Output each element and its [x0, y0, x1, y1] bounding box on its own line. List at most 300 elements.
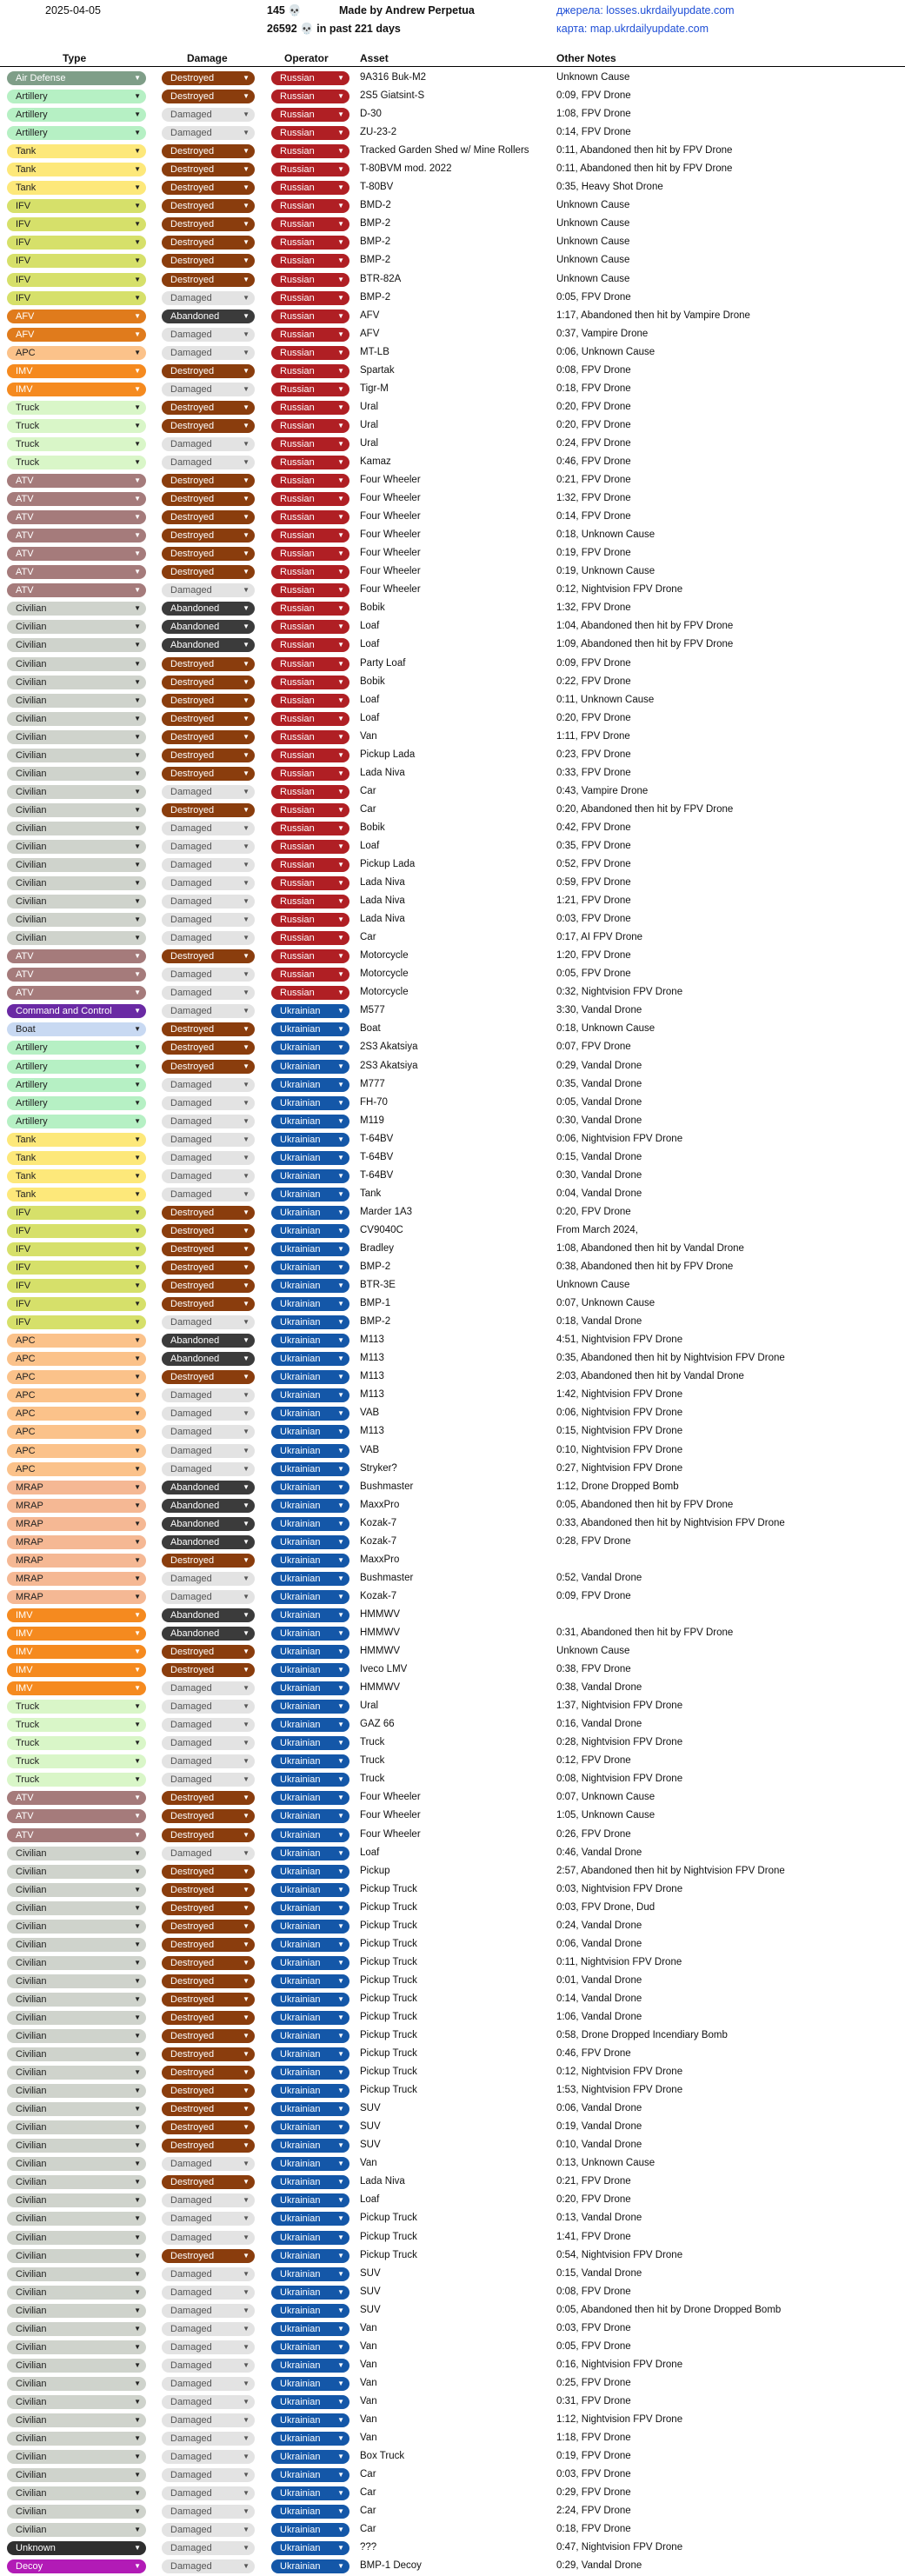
damage-select[interactable]: Destroyed ▼: [162, 1901, 255, 1915]
damage-select[interactable]: Destroyed ▼: [162, 2102, 255, 2116]
type-select[interactable]: MRAP ▼: [7, 1572, 146, 1586]
type-select[interactable]: Civilian ▼: [7, 620, 146, 634]
type-select[interactable]: Artillery ▼: [7, 1115, 146, 1128]
type-select[interactable]: ATV ▼: [7, 986, 146, 1000]
damage-select[interactable]: Abandoned ▼: [162, 1499, 255, 1513]
damage-select[interactable]: Destroyed ▼: [162, 510, 255, 524]
damage-select[interactable]: Destroyed ▼: [162, 767, 255, 781]
operator-select[interactable]: Ukrainian ▼: [271, 1883, 349, 1897]
damage-select[interactable]: Damaged ▼: [162, 1773, 255, 1787]
damage-select[interactable]: Destroyed ▼: [162, 1060, 255, 1074]
operator-select[interactable]: Russian ▼: [271, 144, 349, 158]
damage-select[interactable]: Destroyed ▼: [162, 1956, 255, 1970]
type-select[interactable]: Civilian ▼: [7, 2340, 146, 2354]
type-select[interactable]: IFV ▼: [7, 1206, 146, 1220]
type-select[interactable]: ATV ▼: [7, 565, 146, 579]
operator-select[interactable]: Ukrainian ▼: [271, 2249, 349, 2263]
operator-select[interactable]: Ukrainian ▼: [271, 2084, 349, 2098]
operator-select[interactable]: Ukrainian ▼: [271, 1974, 349, 1988]
operator-select[interactable]: Ukrainian ▼: [271, 1462, 349, 1476]
operator-select[interactable]: Ukrainian ▼: [271, 2486, 349, 2500]
operator-select[interactable]: Ukrainian ▼: [271, 1297, 349, 1311]
damage-select[interactable]: Damaged ▼: [162, 913, 255, 927]
damage-select[interactable]: Damaged ▼: [162, 1425, 255, 1439]
type-select[interactable]: Civilian ▼: [7, 2450, 146, 2464]
type-select[interactable]: Artillery ▼: [7, 1096, 146, 1110]
operator-select[interactable]: Ukrainian ▼: [271, 1115, 349, 1128]
operator-select[interactable]: Russian ▼: [271, 913, 349, 927]
type-select[interactable]: Civilian ▼: [7, 803, 146, 817]
damage-select[interactable]: Destroyed ▼: [162, 1206, 255, 1220]
damage-select[interactable]: Destroyed ▼: [162, 1224, 255, 1238]
type-select[interactable]: ATV ▼: [7, 529, 146, 542]
operator-select[interactable]: Ukrainian ▼: [271, 1901, 349, 1915]
damage-select[interactable]: Damaged ▼: [162, 1754, 255, 1768]
operator-select[interactable]: Russian ▼: [271, 419, 349, 433]
type-select[interactable]: Air Defense ▼: [7, 71, 146, 85]
type-select[interactable]: Truck ▼: [7, 1700, 146, 1714]
type-select[interactable]: Civilian ▼: [7, 676, 146, 689]
type-select[interactable]: Tank ▼: [7, 1151, 146, 1165]
operator-select[interactable]: Russian ▼: [271, 730, 349, 744]
damage-select[interactable]: Destroyed ▼: [162, 2175, 255, 2189]
damage-select[interactable]: Destroyed ▼: [162, 657, 255, 671]
type-select[interactable]: Truck ▼: [7, 1736, 146, 1750]
type-select[interactable]: Civilian ▼: [7, 767, 146, 781]
operator-select[interactable]: Russian ▼: [271, 767, 349, 781]
type-select[interactable]: Civilian ▼: [7, 2193, 146, 2207]
damage-select[interactable]: Destroyed ▼: [162, 547, 255, 561]
damage-select[interactable]: Damaged ▼: [162, 1462, 255, 1476]
operator-select[interactable]: Russian ▼: [271, 529, 349, 542]
type-select[interactable]: Civilian ▼: [7, 2029, 146, 2043]
damage-select[interactable]: Destroyed ▼: [162, 1663, 255, 1677]
damage-select[interactable]: Destroyed ▼: [162, 1261, 255, 1275]
operator-select[interactable]: Russian ▼: [271, 236, 349, 250]
type-select[interactable]: Artillery ▼: [7, 1078, 146, 1092]
type-select[interactable]: IFV ▼: [7, 254, 146, 268]
damage-select[interactable]: Damaged ▼: [162, 2377, 255, 2391]
type-select[interactable]: Civilian ▼: [7, 2212, 146, 2226]
operator-select[interactable]: Ukrainian ▼: [271, 2120, 349, 2134]
type-select[interactable]: IFV ▼: [7, 291, 146, 305]
damage-select[interactable]: Damaged ▼: [162, 785, 255, 799]
operator-select[interactable]: Ukrainian ▼: [271, 2505, 349, 2519]
damage-select[interactable]: Damaged ▼: [162, 456, 255, 469]
damage-select[interactable]: Destroyed ▼: [162, 1279, 255, 1293]
type-select[interactable]: Civilian ▼: [7, 2175, 146, 2189]
type-select[interactable]: Civilian ▼: [7, 2084, 146, 2098]
type-select[interactable]: Civilian ▼: [7, 2267, 146, 2281]
type-select[interactable]: Civilian ▼: [7, 840, 146, 854]
damage-select[interactable]: Destroyed ▼: [162, 1993, 255, 2007]
operator-select[interactable]: Ukrainian ▼: [271, 2157, 349, 2171]
type-select[interactable]: IMV ▼: [7, 1608, 146, 1622]
operator-select[interactable]: Russian ▼: [271, 474, 349, 488]
operator-select[interactable]: Russian ▼: [271, 364, 349, 378]
damage-select[interactable]: Destroyed ▼: [162, 217, 255, 231]
type-select[interactable]: Civilian ▼: [7, 822, 146, 835]
type-select[interactable]: APC ▼: [7, 1462, 146, 1476]
type-select[interactable]: Truck ▼: [7, 1754, 146, 1768]
type-select[interactable]: ATV ▼: [7, 583, 146, 597]
operator-select[interactable]: Ukrainian ▼: [271, 2559, 349, 2573]
operator-select[interactable]: Ukrainian ▼: [271, 2450, 349, 2464]
type-select[interactable]: Civilian ▼: [7, 895, 146, 909]
damage-select[interactable]: Destroyed ▼: [162, 2047, 255, 2061]
damage-select[interactable]: Destroyed ▼: [162, 144, 255, 158]
operator-select[interactable]: Ukrainian ▼: [271, 1590, 349, 1604]
operator-select[interactable]: Ukrainian ▼: [271, 1425, 349, 1439]
operator-select[interactable]: Russian ▼: [271, 638, 349, 652]
damage-select[interactable]: Abandoned ▼: [162, 620, 255, 634]
damage-select[interactable]: Damaged ▼: [162, 1004, 255, 1018]
operator-select[interactable]: Ukrainian ▼: [271, 1279, 349, 1293]
type-select[interactable]: IMV ▼: [7, 1681, 146, 1695]
damage-select[interactable]: Damaged ▼: [162, 2304, 255, 2318]
type-select[interactable]: IFV ▼: [7, 1315, 146, 1329]
damage-select[interactable]: Destroyed ▼: [162, 730, 255, 744]
operator-select[interactable]: Ukrainian ▼: [271, 1754, 349, 1768]
type-select[interactable]: ATV ▼: [7, 949, 146, 963]
type-select[interactable]: Civilian ▼: [7, 2395, 146, 2409]
operator-select[interactable]: Ukrainian ▼: [271, 2359, 349, 2373]
type-select[interactable]: Civilian ▼: [7, 2157, 146, 2171]
damage-select[interactable]: Damaged ▼: [162, 1078, 255, 1092]
damage-select[interactable]: Damaged ▼: [162, 328, 255, 342]
damage-select[interactable]: Damaged ▼: [162, 822, 255, 835]
operator-select[interactable]: Ukrainian ▼: [271, 2395, 349, 2409]
operator-select[interactable]: Russian ▼: [271, 108, 349, 122]
operator-select[interactable]: Russian ▼: [271, 749, 349, 762]
operator-select[interactable]: Ukrainian ▼: [271, 1535, 349, 1549]
type-select[interactable]: Civilian ▼: [7, 638, 146, 652]
operator-select[interactable]: Ukrainian ▼: [271, 2047, 349, 2061]
damage-select[interactable]: Abandoned ▼: [162, 602, 255, 616]
damage-select[interactable]: Destroyed ▼: [162, 2011, 255, 2025]
operator-select[interactable]: Ukrainian ▼: [271, 1993, 349, 2007]
operator-select[interactable]: Ukrainian ▼: [271, 2468, 349, 2482]
damage-select[interactable]: Destroyed ▼: [162, 1645, 255, 1659]
damage-select[interactable]: Destroyed ▼: [162, 1865, 255, 1879]
operator-select[interactable]: Ukrainian ▼: [271, 1370, 349, 1384]
type-select[interactable]: Civilian ▼: [7, 694, 146, 708]
operator-select[interactable]: Ukrainian ▼: [271, 1261, 349, 1275]
operator-select[interactable]: Ukrainian ▼: [271, 2322, 349, 2336]
operator-select[interactable]: Ukrainian ▼: [271, 1315, 349, 1329]
type-select[interactable]: Civilian ▼: [7, 2322, 146, 2336]
operator-select[interactable]: Ukrainian ▼: [271, 1773, 349, 1787]
damage-select[interactable]: Destroyed ▼: [162, 1041, 255, 1055]
type-select[interactable]: ATV ▼: [7, 1791, 146, 1805]
operator-select[interactable]: Russian ▼: [271, 346, 349, 360]
type-select[interactable]: AFV ▼: [7, 328, 146, 342]
operator-select[interactable]: Russian ▼: [271, 876, 349, 890]
damage-select[interactable]: Destroyed ▼: [162, 749, 255, 762]
operator-select[interactable]: Ukrainian ▼: [271, 2340, 349, 2354]
operator-select[interactable]: Russian ▼: [271, 949, 349, 963]
damage-select[interactable]: Destroyed ▼: [162, 1920, 255, 1934]
damage-select[interactable]: Destroyed ▼: [162, 419, 255, 433]
operator-select[interactable]: Ukrainian ▼: [271, 1847, 349, 1860]
operator-select[interactable]: Ukrainian ▼: [271, 1938, 349, 1952]
damage-select[interactable]: Destroyed ▼: [162, 163, 255, 176]
type-select[interactable]: IFV ▼: [7, 217, 146, 231]
damage-select[interactable]: Destroyed ▼: [162, 2084, 255, 2098]
operator-select[interactable]: Ukrainian ▼: [271, 2304, 349, 2318]
damage-select[interactable]: Destroyed ▼: [162, 2249, 255, 2263]
damage-select[interactable]: Damaged ▼: [162, 126, 255, 140]
damage-select[interactable]: Abandoned ▼: [162, 1517, 255, 1531]
damage-select[interactable]: Damaged ▼: [162, 876, 255, 890]
operator-select[interactable]: Ukrainian ▼: [271, 1096, 349, 1110]
operator-select[interactable]: Russian ▼: [271, 565, 349, 579]
operator-select[interactable]: Russian ▼: [271, 90, 349, 103]
type-select[interactable]: Artillery ▼: [7, 108, 146, 122]
operator-select[interactable]: Russian ▼: [271, 676, 349, 689]
operator-select[interactable]: Russian ▼: [271, 71, 349, 85]
operator-select[interactable]: Russian ▼: [271, 694, 349, 708]
type-select[interactable]: ATV ▼: [7, 1809, 146, 1823]
operator-select[interactable]: Ukrainian ▼: [271, 1828, 349, 1842]
damage-select[interactable]: Damaged ▼: [162, 2486, 255, 2500]
type-select[interactable]: MRAP ▼: [7, 1499, 146, 1513]
damage-select[interactable]: Destroyed ▼: [162, 1370, 255, 1384]
type-select[interactable]: Tank ▼: [7, 163, 146, 176]
type-select[interactable]: Civilian ▼: [7, 2359, 146, 2373]
type-select[interactable]: APC ▼: [7, 1407, 146, 1421]
operator-select[interactable]: Ukrainian ▼: [271, 1242, 349, 1256]
damage-select[interactable]: Damaged ▼: [162, 1133, 255, 1147]
type-select[interactable]: Civilian ▼: [7, 2139, 146, 2153]
type-select[interactable]: Civilian ▼: [7, 931, 146, 945]
operator-select[interactable]: Ukrainian ▼: [271, 2066, 349, 2080]
operator-select[interactable]: Russian ▼: [271, 310, 349, 323]
operator-select[interactable]: Russian ▼: [271, 620, 349, 634]
type-select[interactable]: Civilian ▼: [7, 2468, 146, 2482]
operator-select[interactable]: Russian ▼: [271, 199, 349, 213]
damage-select[interactable]: Destroyed ▼: [162, 254, 255, 268]
damage-select[interactable]: Damaged ▼: [162, 2212, 255, 2226]
damage-select[interactable]: Damaged ▼: [162, 2541, 255, 2555]
operator-select[interactable]: Russian ▼: [271, 291, 349, 305]
operator-select[interactable]: Russian ▼: [271, 126, 349, 140]
operator-select[interactable]: Ukrainian ▼: [271, 2029, 349, 2043]
operator-select[interactable]: Ukrainian ▼: [271, 1956, 349, 1970]
type-select[interactable]: Civilian ▼: [7, 785, 146, 799]
damage-select[interactable]: Abandoned ▼: [162, 638, 255, 652]
damage-select[interactable]: Abandoned ▼: [162, 1481, 255, 1494]
damage-select[interactable]: Damaged ▼: [162, 1847, 255, 1860]
damage-select[interactable]: Destroyed ▼: [162, 273, 255, 287]
type-select[interactable]: IFV ▼: [7, 1261, 146, 1275]
damage-select[interactable]: Damaged ▼: [162, 2559, 255, 2573]
operator-select[interactable]: Ukrainian ▼: [271, 2286, 349, 2300]
type-select[interactable]: Civilian ▼: [7, 2523, 146, 2537]
type-select[interactable]: Civilian ▼: [7, 2102, 146, 2116]
damage-select[interactable]: Destroyed ▼: [162, 492, 255, 506]
operator-select[interactable]: Ukrainian ▼: [271, 1133, 349, 1147]
type-select[interactable]: Truck ▼: [7, 1718, 146, 1732]
damage-select[interactable]: Destroyed ▼: [162, 2120, 255, 2134]
type-select[interactable]: ATV ▼: [7, 547, 146, 561]
damage-select[interactable]: Destroyed ▼: [162, 565, 255, 579]
damage-select[interactable]: Destroyed ▼: [162, 181, 255, 195]
operator-select[interactable]: Ukrainian ▼: [271, 1920, 349, 1934]
operator-select[interactable]: Russian ▼: [271, 547, 349, 561]
operator-select[interactable]: Ukrainian ▼: [271, 1700, 349, 1714]
operator-select[interactable]: Ukrainian ▼: [271, 1627, 349, 1641]
operator-select[interactable]: Ukrainian ▼: [271, 1809, 349, 1823]
type-select[interactable]: Civilian ▼: [7, 1993, 146, 2007]
type-select[interactable]: Civilian ▼: [7, 1883, 146, 1897]
operator-select[interactable]: Russian ▼: [271, 968, 349, 982]
damage-select[interactable]: Destroyed ▼: [162, 1938, 255, 1952]
damage-select[interactable]: Damaged ▼: [162, 2395, 255, 2409]
damage-select[interactable]: Damaged ▼: [162, 1590, 255, 1604]
type-select[interactable]: Civilian ▼: [7, 1901, 146, 1915]
operator-select[interactable]: Russian ▼: [271, 895, 349, 909]
operator-select[interactable]: Ukrainian ▼: [271, 1865, 349, 1879]
type-select[interactable]: APC ▼: [7, 1444, 146, 1458]
operator-select[interactable]: Ukrainian ▼: [271, 1334, 349, 1348]
type-select[interactable]: Civilian ▼: [7, 657, 146, 671]
type-select[interactable]: Civilian ▼: [7, 1974, 146, 1988]
type-select[interactable]: IFV ▼: [7, 1224, 146, 1238]
operator-select[interactable]: Ukrainian ▼: [271, 1681, 349, 1695]
damage-select[interactable]: Destroyed ▼: [162, 1883, 255, 1897]
type-select[interactable]: APC ▼: [7, 346, 146, 360]
type-select[interactable]: Civilian ▼: [7, 2486, 146, 2500]
type-select[interactable]: Civilian ▼: [7, 2505, 146, 2519]
damage-select[interactable]: Destroyed ▼: [162, 474, 255, 488]
type-select[interactable]: Civilian ▼: [7, 2066, 146, 2080]
operator-select[interactable]: Ukrainian ▼: [271, 2102, 349, 2116]
operator-select[interactable]: Ukrainian ▼: [271, 1151, 349, 1165]
damage-select[interactable]: Damaged ▼: [162, 1096, 255, 1110]
type-select[interactable]: Civilian ▼: [7, 712, 146, 726]
operator-select[interactable]: Ukrainian ▼: [271, 2413, 349, 2427]
damage-select[interactable]: Damaged ▼: [162, 1718, 255, 1732]
operator-select[interactable]: Russian ▼: [271, 822, 349, 835]
type-select[interactable]: IMV ▼: [7, 1627, 146, 1641]
type-select[interactable]: Civilian ▼: [7, 749, 146, 762]
operator-select[interactable]: Russian ▼: [271, 986, 349, 1000]
damage-select[interactable]: Destroyed ▼: [162, 676, 255, 689]
type-select[interactable]: Civilian ▼: [7, 2432, 146, 2446]
damage-select[interactable]: Damaged ▼: [162, 931, 255, 945]
damage-select[interactable]: Destroyed ▼: [162, 803, 255, 817]
type-select[interactable]: Truck ▼: [7, 456, 146, 469]
damage-select[interactable]: Damaged ▼: [162, 1115, 255, 1128]
operator-select[interactable]: Ukrainian ▼: [271, 1554, 349, 1568]
type-select[interactable]: Civilian ▼: [7, 1956, 146, 1970]
damage-select[interactable]: Destroyed ▼: [162, 1974, 255, 1988]
operator-select[interactable]: Russian ▼: [271, 217, 349, 231]
operator-select[interactable]: Ukrainian ▼: [271, 1718, 349, 1732]
type-select[interactable]: Civilian ▼: [7, 2413, 146, 2427]
type-select[interactable]: Tank ▼: [7, 181, 146, 195]
operator-select[interactable]: Ukrainian ▼: [271, 1645, 349, 1659]
type-select[interactable]: ATV ▼: [7, 492, 146, 506]
type-select[interactable]: IFV ▼: [7, 1279, 146, 1293]
operator-select[interactable]: Ukrainian ▼: [271, 2011, 349, 2025]
operator-select[interactable]: Ukrainian ▼: [271, 1169, 349, 1183]
damage-select[interactable]: Destroyed ▼: [162, 90, 255, 103]
type-select[interactable]: Tank ▼: [7, 144, 146, 158]
damage-select[interactable]: Damaged ▼: [162, 1151, 255, 1165]
damage-select[interactable]: Damaged ▼: [162, 2231, 255, 2245]
type-select[interactable]: Tank ▼: [7, 1188, 146, 1201]
type-select[interactable]: IFV ▼: [7, 1242, 146, 1256]
damage-select[interactable]: Damaged ▼: [162, 2267, 255, 2281]
damage-select[interactable]: Destroyed ▼: [162, 2139, 255, 2153]
operator-select[interactable]: Russian ▼: [271, 328, 349, 342]
type-select[interactable]: Tank ▼: [7, 1169, 146, 1183]
operator-select[interactable]: Russian ▼: [271, 785, 349, 799]
damage-select[interactable]: Destroyed ▼: [162, 694, 255, 708]
operator-select[interactable]: Ukrainian ▼: [271, 1022, 349, 1036]
operator-select[interactable]: Ukrainian ▼: [271, 2377, 349, 2391]
operator-select[interactable]: Russian ▼: [271, 840, 349, 854]
type-select[interactable]: MRAP ▼: [7, 1535, 146, 1549]
operator-select[interactable]: Ukrainian ▼: [271, 1060, 349, 1074]
damage-select[interactable]: Damaged ▼: [162, 2193, 255, 2207]
operator-select[interactable]: Russian ▼: [271, 401, 349, 415]
damage-select[interactable]: Damaged ▼: [162, 2450, 255, 2464]
type-select[interactable]: IMV ▼: [7, 1645, 146, 1659]
damage-select[interactable]: Damaged ▼: [162, 437, 255, 451]
operator-select[interactable]: Ukrainian ▼: [271, 1004, 349, 1018]
type-select[interactable]: Civilian ▼: [7, 1865, 146, 1879]
operator-select[interactable]: Ukrainian ▼: [271, 1481, 349, 1494]
operator-select[interactable]: Russian ▼: [271, 803, 349, 817]
type-select[interactable]: IFV ▼: [7, 1297, 146, 1311]
type-select[interactable]: Truck ▼: [7, 1773, 146, 1787]
damage-select[interactable]: Damaged ▼: [162, 383, 255, 396]
type-select[interactable]: Truck ▼: [7, 401, 146, 415]
damage-select[interactable]: Abandoned ▼: [162, 310, 255, 323]
type-select[interactable]: APC ▼: [7, 1352, 146, 1366]
damage-select[interactable]: Damaged ▼: [162, 1407, 255, 1421]
damage-select[interactable]: Abandoned ▼: [162, 1608, 255, 1622]
operator-select[interactable]: Russian ▼: [271, 492, 349, 506]
operator-select[interactable]: Ukrainian ▼: [271, 2212, 349, 2226]
operator-select[interactable]: Russian ▼: [271, 383, 349, 396]
operator-select[interactable]: Russian ▼: [271, 858, 349, 872]
type-select[interactable]: APC ▼: [7, 1334, 146, 1348]
type-select[interactable]: Artillery ▼: [7, 1060, 146, 1074]
operator-select[interactable]: Ukrainian ▼: [271, 1663, 349, 1677]
damage-select[interactable]: Damaged ▼: [162, 858, 255, 872]
type-select[interactable]: Civilian ▼: [7, 858, 146, 872]
operator-select[interactable]: Russian ▼: [271, 456, 349, 469]
type-select[interactable]: MRAP ▼: [7, 1517, 146, 1531]
type-select[interactable]: Civilian ▼: [7, 2286, 146, 2300]
operator-select[interactable]: Russian ▼: [271, 583, 349, 597]
operator-select[interactable]: Russian ▼: [271, 931, 349, 945]
operator-select[interactable]: Ukrainian ▼: [271, 1791, 349, 1805]
damage-select[interactable]: Abandoned ▼: [162, 1535, 255, 1549]
operator-select[interactable]: Ukrainian ▼: [271, 1736, 349, 1750]
operator-select[interactable]: Ukrainian ▼: [271, 1517, 349, 1531]
damage-select[interactable]: Destroyed ▼: [162, 1809, 255, 1823]
operator-select[interactable]: Ukrainian ▼: [271, 1224, 349, 1238]
damage-select[interactable]: Abandoned ▼: [162, 1334, 255, 1348]
type-select[interactable]: Civilian ▼: [7, 1938, 146, 1952]
operator-select[interactable]: Ukrainian ▼: [271, 1572, 349, 1586]
type-select[interactable]: APC ▼: [7, 1388, 146, 1402]
